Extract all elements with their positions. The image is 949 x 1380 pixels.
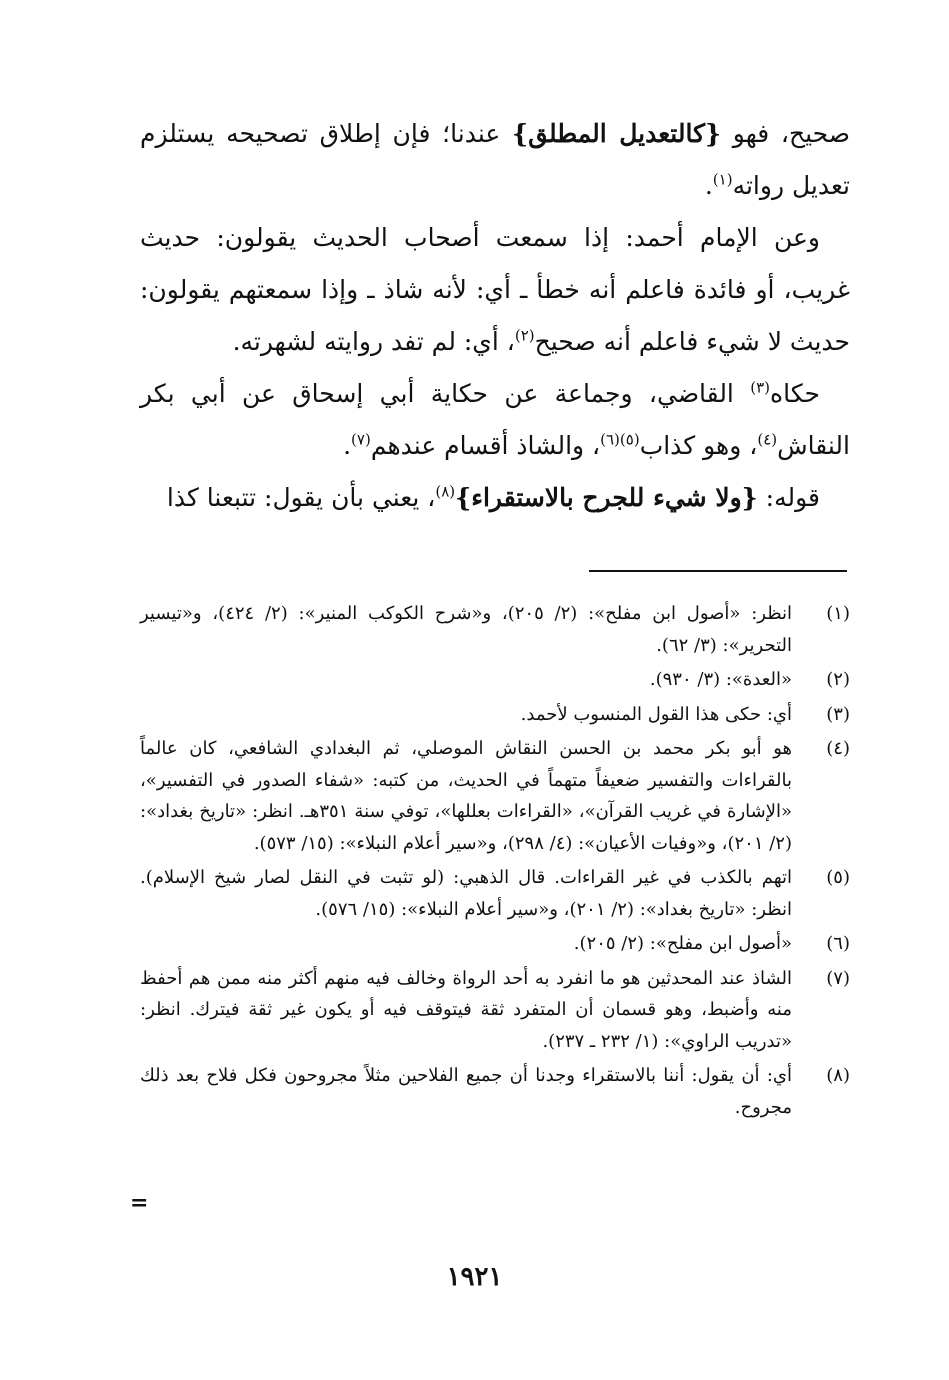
footnote-number: (٤) [826,738,850,759]
footnote-number: (٨) [826,1065,850,1086]
footnote-text: أي: أن يقول: أننا بالاستقراء وجدنا أن جميع الفلاحين مثلاً مجروحون فكل فلاح بعد ذلك مجروح. [140,1065,792,1118]
footnote-1 [140,598,850,661]
footnote-ref-3: (٣) [750,378,771,397]
footnote-text: اتهم بالكذب في غير القراءات. قال الذهبي: (لو تثبت في النقل لصار شيخ الإسلام). انظر: «تاريخ بغداد»: (٢/ ٢٠١)، و«سير أعلام النبلاء»: (١٥/ ٥٧٦). [140,867,792,920]
main-text-block [140,108,850,524]
footnote-3 [140,699,850,731]
paragraph-3-end: . [343,431,352,460]
footnote-ref-2: (٢) [514,326,535,345]
continuation-mark: = [130,1190,149,1216]
footnote-separator [589,570,847,572]
paragraph-3 [140,368,850,472]
footnote-7 [140,963,850,1058]
paragraph-1 [140,108,850,212]
footnotes-block [140,598,850,1126]
paragraph-4-text-b: ، يعني بأن يقول: تتبعنا كذا [166,483,436,512]
page-number: ١٩٢١ [446,1262,503,1292]
footnote-ref-8: (٨) [435,482,456,501]
footnote-text: «أصول ابن مفلح»: (٢/ ٢٠٥). [573,933,792,954]
paragraph-3-text-b: القاضي، وجماعة عن حكاية أبي إسحاق عن أبي بكر النقاش [140,379,850,460]
footnote-ref-1: (١) [712,170,733,189]
paragraph-3-text-d: ، والشاذ أقسام عندهم [370,431,601,460]
footnote-number: (٢) [826,669,850,690]
footnote-ref-4: (٤) [757,430,778,449]
footnote-text: «العدة»: (٣/ ٩٣٠). [649,669,792,690]
footnote-text: الشاذ عند المحدثين هو ما انفرد به أحد الرواة وخالف فيه منهم أكثر منه ممن هم أحفظ منه وأضبط، وهو قسمان أن المتفرد ثقة فيتوقف فيه أو يكون غير ثقة فيترك. انظر: «تدريب الراوي»: (١/ ٢٣٢ ـ ٢٣٧). [140,967,792,1052]
paragraph-4-text-a: قوله: [757,483,820,512]
footnote-number: (١) [826,603,850,624]
footnote-ref-7: (٧) [351,430,371,449]
paragraph-1-end: . [704,171,713,200]
paragraph-3-text-a: حكاه [770,379,820,408]
footnote-8 [140,1060,850,1123]
bold-quote-2: {ولا شيء للجرح بالاستقراء} [455,483,758,512]
paragraph-1-text-a: صحيح، فهو [721,119,851,148]
paragraph-4 [140,472,850,524]
footnote-2 [140,664,850,696]
footnote-number: (٥) [826,867,850,888]
footnote-ref-5-6: (٥)(٦) [600,430,640,449]
footnote-4 [140,733,850,859]
paragraph-3-text-c: ، وهو كذاب [639,431,758,460]
footnote-number: (٦) [826,933,850,954]
footnote-6 [140,928,850,960]
footnote-text: أي: حكى هذا القول المنسوب لأحمد. [520,703,792,725]
paragraph-2 [140,212,850,368]
footnote-text: انظر: «أصول ابن مفلح»: (٢/ ٢٠٥)، و«شرح الكوكب المنير»: (٢/ ٤٢٤)، و«تيسير التحرير»: (٣/ ٦٢). [140,603,792,656]
footnote-5 [140,862,850,925]
paragraph-2-text-a: وعن الإمام أحمد: إذا سمعت أصحاب الحديث يقولون: حديث غريب، أو فائدة فاعلم أنه خطأ ـ أي: لأنه شاذ ـ وإذا سمعتهم يقولون: حديث لا شيء فاعلم أنه صحيح [140,223,850,356]
footnote-text: هو أبو بكر محمد بن الحسن النقاش الموصلي، ثم البغدادي الشافعي، كان عالماً بالقراءات والتفسير ضعيفاً متهماً في الحديث، من كتبه: «شفاء الصدور في التفسير»، «الإشارة في غريب القرآن»، «القراءات بعللها»، توفي سنة ٣٥١هـ. انظر: «تاريخ بغداد»: (٢/ ٢٠١)، و«وفيات الأعيان»: (٤/ ٢٩٨)، و«سير أعلام النبلاء»: (١٥/ ٥٧٣). [140,738,792,854]
footnote-number: (٣) [826,703,850,725]
bold-quote-1: {كالتعديل المطلق} [512,119,722,148]
paragraph-1-text-b: عندنا؛ فإن إطلاق تصحيحه يستلزم تعديل رواته [140,119,850,200]
footnote-number: (٧) [826,967,850,989]
paragraph-2-text-b: ، أي: لم تفد روايته لشهرته. [232,327,515,356]
